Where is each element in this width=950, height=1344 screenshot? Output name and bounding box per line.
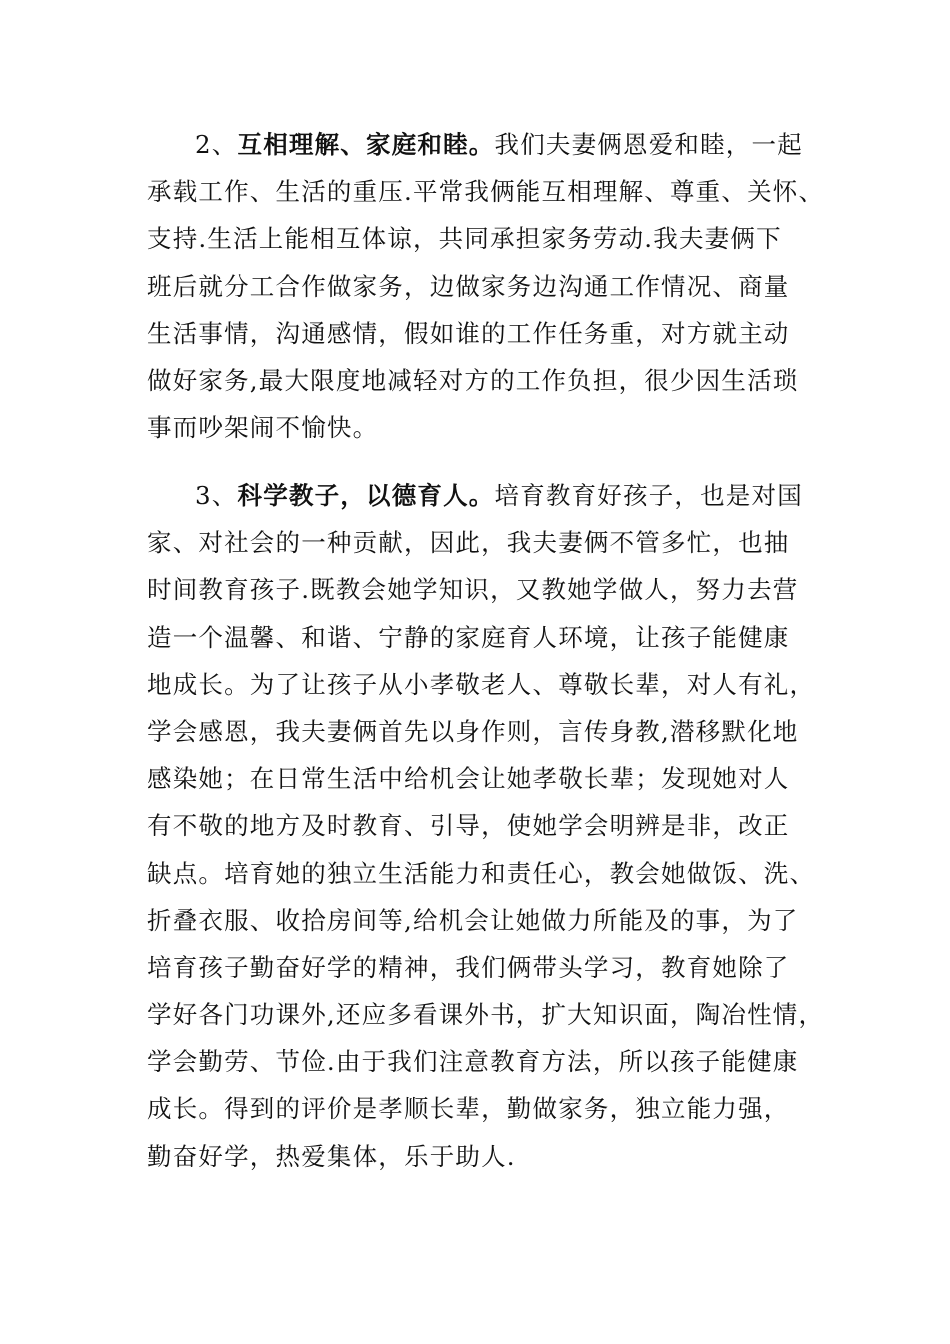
first-line-text: 我们夫妻俩恩爱和睦，一起 bbox=[494, 130, 803, 159]
text-line: 学好各门功课外,还应多看课外书，扩大知识面，陶冶性情， bbox=[147, 1000, 825, 1030]
paragraph-family-harmony bbox=[147, 121, 827, 451]
text-line: 事而吵架闹不愉快。 bbox=[147, 413, 379, 443]
text-line: 缺点。培育她的独立生活能力和责任心，教会她做饭、洗、 bbox=[147, 858, 816, 888]
text-line: 造一个温馨、和谐、宁静的家庭育人环境，让孩子能健康 bbox=[147, 622, 790, 652]
text-line: 家、对社会的一种贡献，因此，我夫妻俩不管多忙，也抽 bbox=[147, 528, 790, 558]
text-line: 折叠衣服、收拾房间等,给机会让她做力所能及的事，为了 bbox=[147, 905, 799, 935]
paragraph-first-line bbox=[147, 472, 827, 519]
text-line: 做好家务,最大限度地减轻对方的工作负担，很少因生活琐 bbox=[147, 365, 799, 395]
text-line: 学会勤劳、节俭.由于我们注意教育方法，所以孩子能健康 bbox=[147, 1047, 799, 1077]
text-line: 培育孩子勤奋好学的精神，我们俩带头学习，教育她除了 bbox=[147, 952, 790, 982]
text-line: 学会感恩，我夫妻俩首先以身作则，言传身教,潜移默化地 bbox=[147, 716, 799, 746]
section-heading: 科学教子，以德育人。 bbox=[237, 481, 495, 510]
paragraph-first-line bbox=[147, 121, 827, 168]
text-line: 成长。得到的评价是孝顺长辈，勤做家务，独立能力强， bbox=[147, 1094, 790, 1124]
section-number: 3、 bbox=[195, 481, 238, 510]
text-line: 支持.生活上能相互体谅，共同承担家务劳动.我夫妻俩下 bbox=[147, 224, 782, 254]
section-heading: 互相理解、家庭和睦。 bbox=[237, 130, 495, 159]
text-line: 地成长。为了让孩子从小孝敬老人、尊敬长辈，对人有礼， bbox=[147, 669, 816, 699]
first-line-text: 培育教育好孩子，也是对国 bbox=[494, 481, 803, 510]
text-line: 生活事情，沟通感情，假如谁的工作任务重，对方就主动 bbox=[147, 318, 790, 348]
text-line: 时间教育孩子.既教会她学知识，又教她学做人，努力去营 bbox=[147, 575, 799, 605]
text-line: 有不敬的地方及时教育、引导，使她学会明辨是非，改正 bbox=[147, 811, 790, 841]
text-line: 承载工作、生活的重压.平常我俩能互相理解、尊重、关怀、 bbox=[147, 177, 825, 207]
paragraph-child-education bbox=[147, 472, 827, 1180]
text-line: 勤奋好学，热爱集体，乐于助人. bbox=[147, 1141, 516, 1171]
text-line: 班后就分工合作做家务，边做家务边沟通工作情况、商量 bbox=[147, 271, 790, 301]
section-number: 2、 bbox=[195, 130, 238, 159]
text-line: 感染她；在日常生活中给机会让她孝敬长辈；发现她对人 bbox=[147, 764, 790, 794]
